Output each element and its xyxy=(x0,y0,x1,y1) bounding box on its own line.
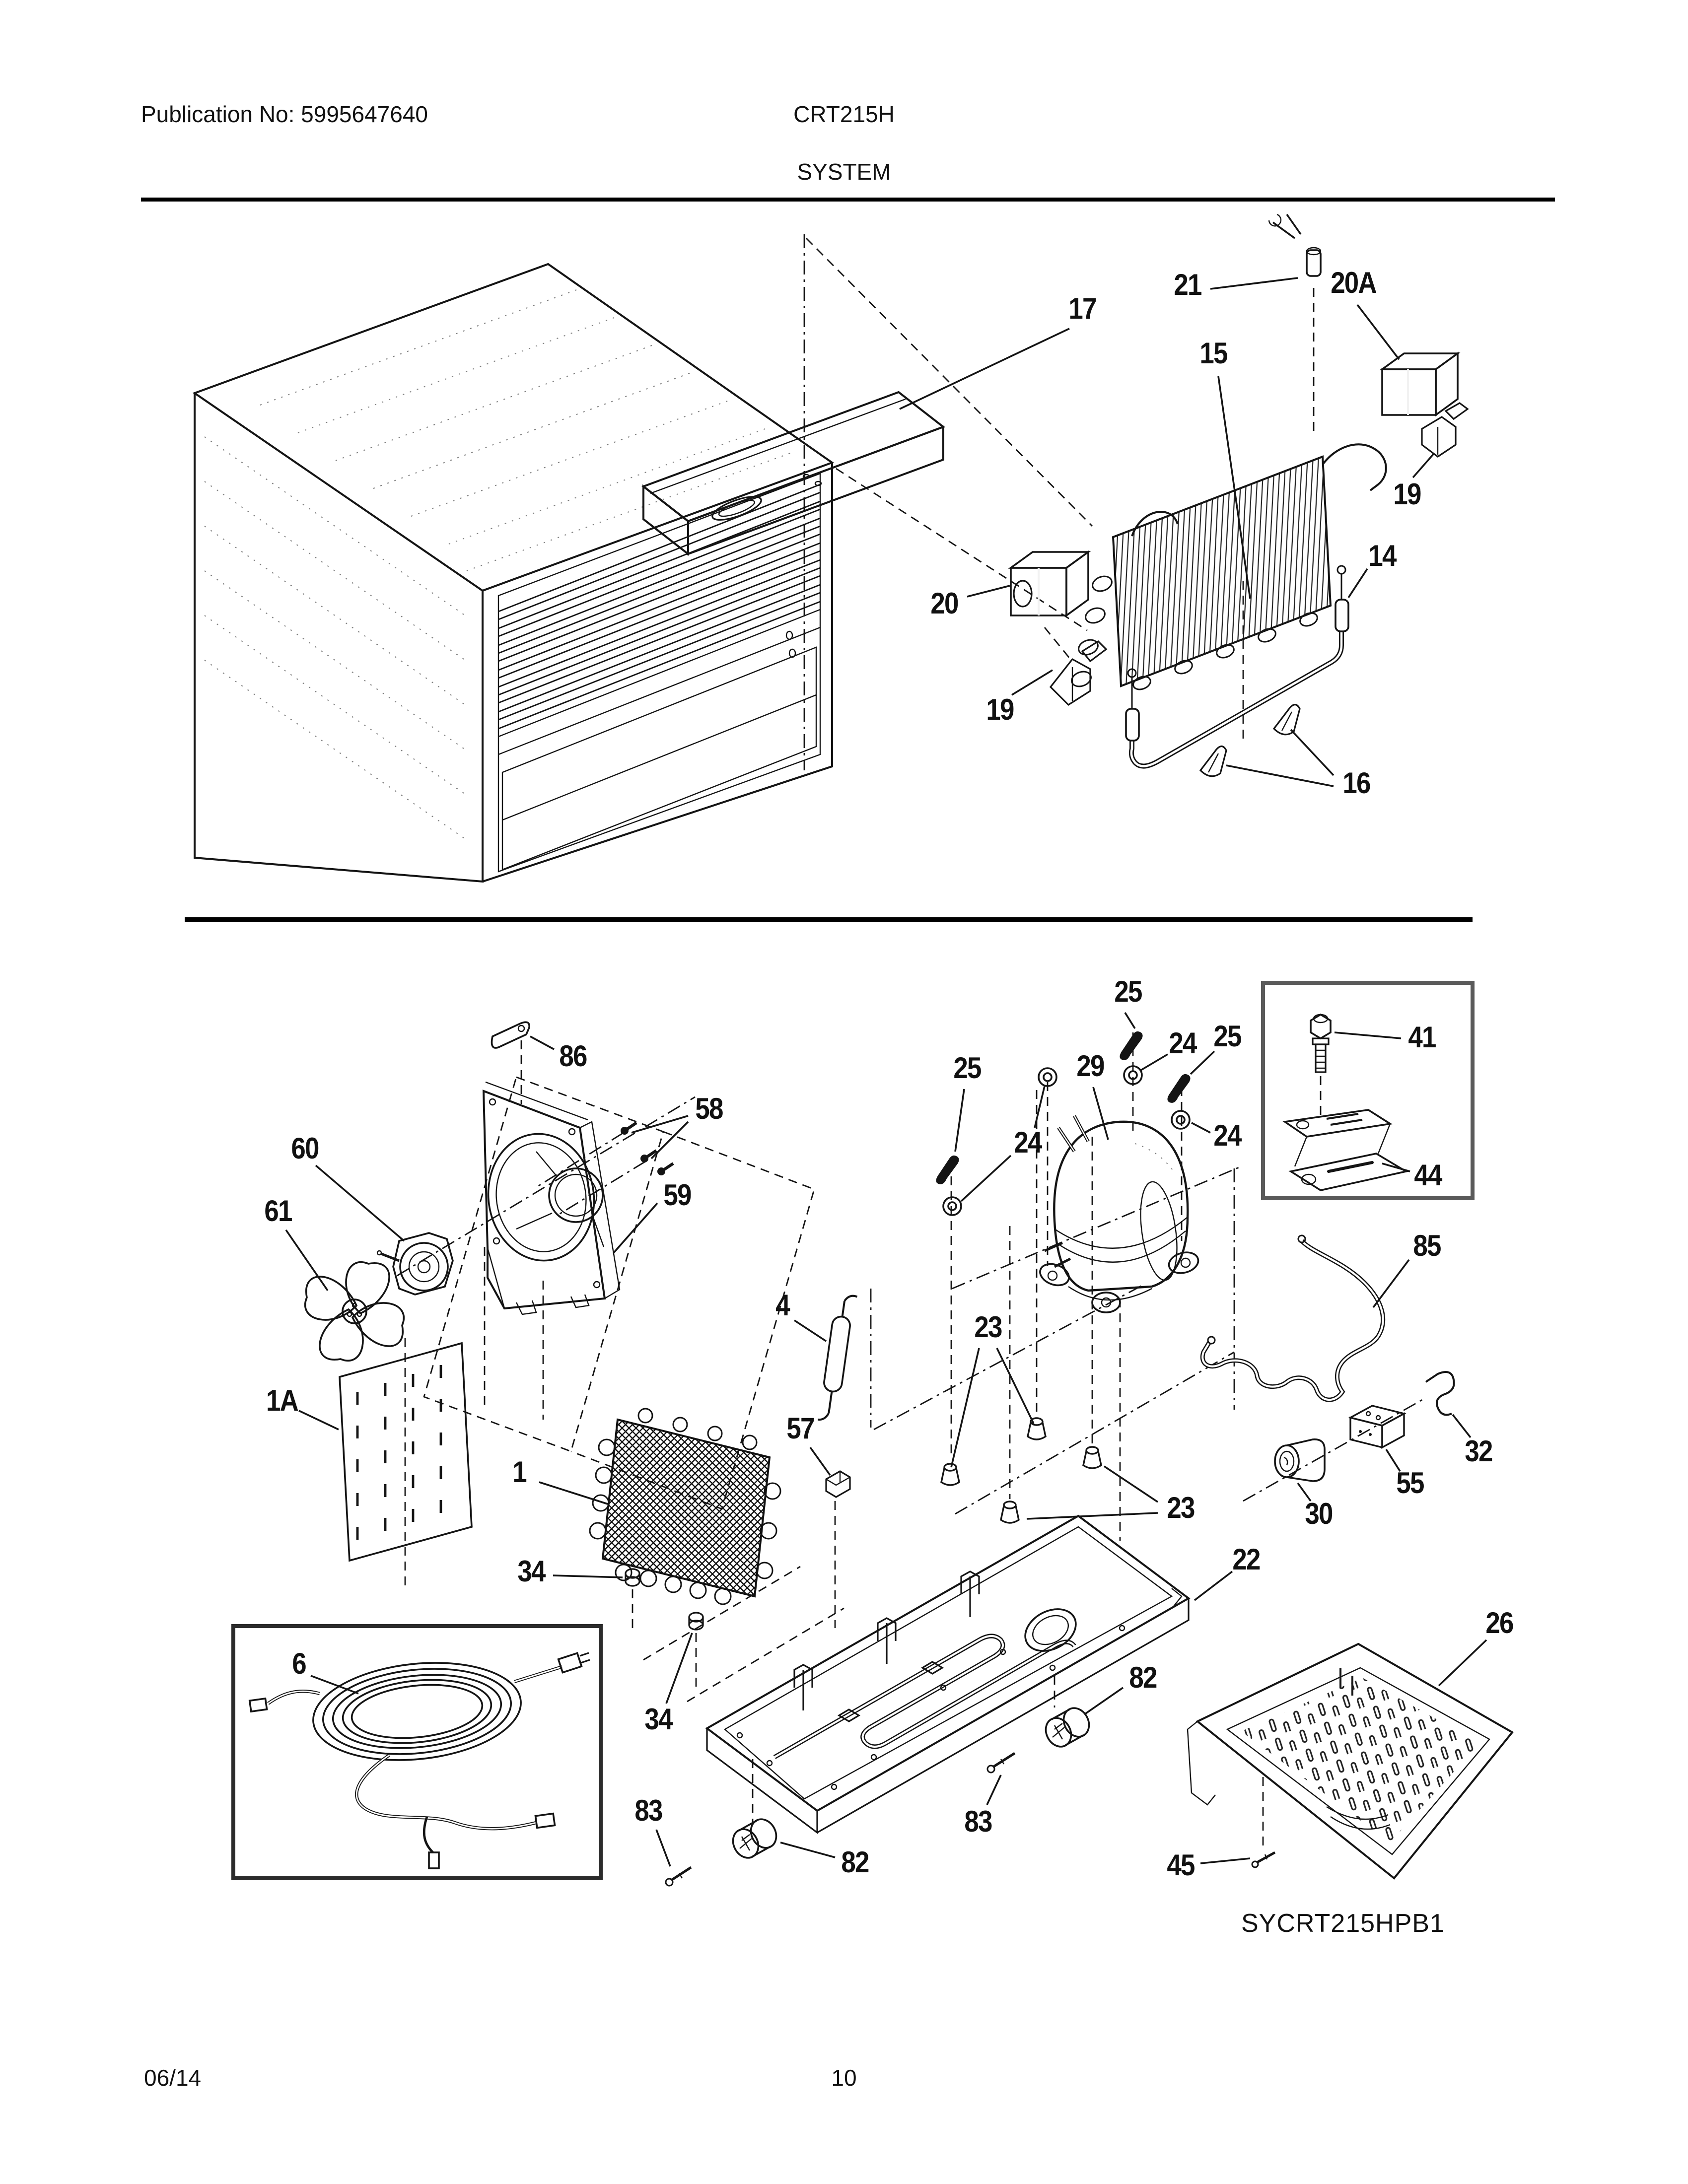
part-label-29: 29 xyxy=(1076,1050,1104,1083)
part-label-32: 32 xyxy=(1465,1435,1492,1468)
heater-clip-16-drawing xyxy=(1200,704,1300,776)
part-label-6: 6 xyxy=(292,1648,306,1681)
bracket-bolt-41-drawing xyxy=(1311,1015,1331,1118)
part-label-23: 23 xyxy=(974,1311,1002,1344)
part-label-34: 34 xyxy=(644,1704,672,1736)
partition-panel-1A-drawing xyxy=(340,1338,472,1588)
construction-dashes-compressor xyxy=(871,1032,1241,1541)
mounting-bumpers-23-drawing xyxy=(941,1418,1101,1523)
diagram-code: SYCRT215HPB1 xyxy=(1241,1908,1445,1938)
part-label-59: 59 xyxy=(663,1179,691,1212)
clip-57-drawing xyxy=(826,1471,850,1628)
part-label-41: 41 xyxy=(1408,1022,1436,1054)
part-label-17: 17 xyxy=(1068,293,1096,326)
part-label-16: 16 xyxy=(1342,767,1370,800)
power-cord-6-drawing xyxy=(250,1653,590,1868)
model-number: CRT215H xyxy=(793,101,895,127)
clip-32-drawing xyxy=(1426,1372,1454,1415)
part-label-1: 1 xyxy=(512,1456,526,1489)
publication-number: Publication No: 5995647640 xyxy=(141,101,428,127)
part-label-4: 4 xyxy=(775,1290,789,1322)
clip-19-right-drawing xyxy=(1422,403,1468,457)
part-label-15: 15 xyxy=(1199,338,1227,370)
evaporator-drawing xyxy=(1045,444,1386,745)
part-label-1A: 1A xyxy=(266,1385,298,1418)
part-label-30: 30 xyxy=(1305,1498,1333,1531)
footer-date: 06/14 xyxy=(144,2065,202,2091)
part-label-86: 86 xyxy=(559,1040,587,1073)
drier-4-drawing xyxy=(818,1294,857,1423)
part-label-45: 45 xyxy=(1167,1849,1195,1882)
part-label-20: 20 xyxy=(930,588,958,620)
part-label-24: 24 xyxy=(1213,1120,1241,1153)
defrost-thermostat-wire-drawing xyxy=(1269,214,1321,435)
part-label-85: 85 xyxy=(1413,1230,1441,1263)
overload-30-drawing xyxy=(1243,1398,1426,1501)
condenser-coil-drawing xyxy=(590,1409,780,1604)
compressor-drawing xyxy=(1037,1116,1200,1312)
relay-55-drawing xyxy=(1350,1406,1404,1447)
drain-pan-26-drawing xyxy=(1188,1644,1512,1878)
bracket-44-drawing xyxy=(1285,1110,1406,1190)
part-label-22: 22 xyxy=(1232,1544,1260,1576)
part-label-82: 82 xyxy=(841,1846,869,1879)
part-label-25: 25 xyxy=(1213,1021,1241,1053)
footer-page-number: 10 xyxy=(831,2065,857,2091)
part-label-20A: 20A xyxy=(1331,267,1376,300)
part-label-83: 83 xyxy=(964,1806,992,1839)
part-label-19: 19 xyxy=(1393,478,1421,511)
part-label-58: 58 xyxy=(695,1093,723,1126)
part-label-24: 24 xyxy=(1014,1127,1042,1160)
part-label-21: 21 xyxy=(1174,269,1201,302)
heater-loop-85-drawing xyxy=(1202,1235,1383,1400)
evaporator-cover-drawing xyxy=(643,392,943,554)
part-label-34: 34 xyxy=(517,1556,545,1588)
bracket-inset-box xyxy=(1263,983,1473,1198)
part-label-82: 82 xyxy=(1129,1662,1157,1695)
part-label-25: 25 xyxy=(953,1052,981,1085)
part-label-44: 44 xyxy=(1414,1160,1442,1192)
part-label-60: 60 xyxy=(291,1133,319,1165)
part-label-19: 19 xyxy=(986,694,1014,727)
part-label-26: 26 xyxy=(1485,1607,1513,1640)
power-cord-inset-box xyxy=(233,1626,601,1878)
part-label-83: 83 xyxy=(634,1795,662,1828)
part-label-14: 14 xyxy=(1368,540,1396,573)
part-label-55: 55 xyxy=(1396,1467,1424,1500)
part-label-57: 57 xyxy=(786,1413,814,1445)
part-label-25: 25 xyxy=(1114,976,1142,1009)
part-label-24: 24 xyxy=(1169,1027,1196,1060)
part-label-23: 23 xyxy=(1167,1492,1195,1525)
refrigerator-cabinet-drawing xyxy=(195,234,1092,882)
pan-screw-45-drawing xyxy=(1252,1852,1275,1867)
fan-blade-drawing xyxy=(305,1262,404,1361)
part-label-61: 61 xyxy=(264,1195,292,1228)
page-title: SYSTEM xyxy=(797,159,891,185)
evaporator-clip-20A-drawing xyxy=(1382,353,1458,415)
